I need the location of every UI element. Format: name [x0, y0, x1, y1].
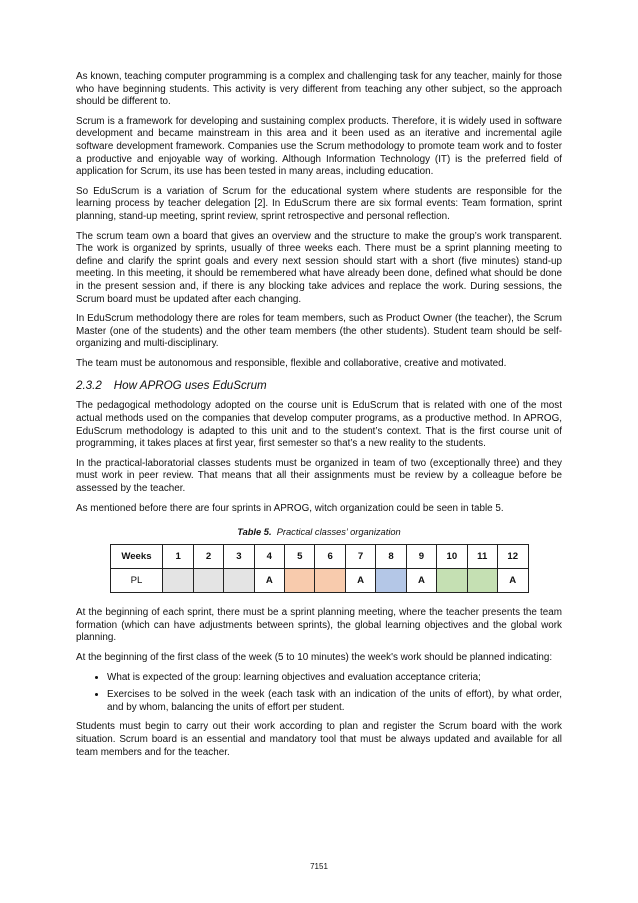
week-header: 3: [224, 545, 254, 569]
section-heading: [76, 379, 562, 393]
week-header: 4: [254, 545, 284, 569]
sprint4-cell: [467, 569, 497, 593]
assessment-cell: A: [254, 569, 284, 593]
week-header: 6: [315, 545, 345, 569]
paragraph: As mentioned before there are four sprints in APROG, witch organization could be seen in table 5.: [76, 502, 504, 514]
week-header: 7: [345, 545, 375, 569]
table-caption: [76, 527, 562, 537]
table-row: [110, 569, 528, 593]
sprint2-cell: [285, 569, 315, 593]
paragraph: In EduScrum methodology there are roles for team members, such as Product Owner (the teacher), the Scrum Master (one of the students) and the other team members (the other students). Student team should be self-organizing and multi-disciplinary.: [76, 313, 562, 350]
week-header: 9: [406, 545, 436, 569]
list-item: • What is expected of the group: learning objectives and evaluation acceptance criteria;: [107, 672, 562, 685]
assessment-cell: A: [497, 569, 528, 593]
paragraph: At the beginning of the first class of the week (5 to 10 minutes) the week's work should be planned indicating:: [76, 652, 553, 663]
weeks-header: Weeks: [110, 545, 163, 569]
sprint1-cell: [163, 569, 193, 593]
sprint3-cell: [376, 569, 406, 593]
sprint-table: [110, 544, 529, 593]
sprint2-cell: [315, 569, 345, 593]
table-caption-text: Practical classes’ organization: [276, 527, 401, 538]
section-title: How APROG uses EduScrum: [113, 379, 267, 393]
week-header: 8: [376, 545, 406, 569]
paragraph: The team must be autonomous and responsible, flexible and collaborative, creative and motivated.: [76, 357, 507, 369]
week-header: 5: [285, 545, 315, 569]
page-number: 7151: [310, 862, 328, 871]
table-header-row: [110, 545, 528, 569]
sprint1-cell: [193, 569, 223, 593]
list-item: • Exercises to be solved in the week (each task with an indication of the units of effort), by what order, and by whom, balancing the units of effort per student.: [107, 689, 562, 714]
assessment-cell: A: [345, 569, 375, 593]
paragraph: At the beginning of each sprint, there must be a sprint planning meeting, where the teacher presents the team formation (which can have adjustments between sprints), the global learning objectives and the global work planning.: [76, 607, 562, 644]
paragraph: The scrum team own a board that gives an overview and the structure to make the group’s work transparent. The work is organized by sprints, usually of three weeks each. There must be a sprint planning meeting to define and clarify the sprint goals and every next session should start with a short (five minutes) stand-up meeting. In this meeting, it should be remembered what have already been done, defined what should be done in the present session and, if there is any blocking take advices and replace the work. During sessions, the Scrum board must be updated after each changing.: [76, 230, 562, 305]
paragraph: The pedagogical methodology adopted on the course unit is EduScrum that is related with one of the most actual methods used on the companies that develop computer programs, as a productive method. In APROG, EduScrum methodology is adapted to this unit and to the student’s context. That is the first course unit of programming, it takes places at first year, first semester so that’s a new reality to the students.: [76, 400, 562, 450]
week-header: 2: [193, 545, 223, 569]
paragraph: As known, teaching computer programming is a complex and challenging task for any teacher, mainly for those who have beginning students. This activity is very different from teaching any other subject, so the approach should be different to.: [76, 71, 562, 108]
table-caption-label: Table 5.: [237, 527, 272, 538]
section-number: 2.3.2: [76, 379, 102, 393]
paragraph: In the practical-laboratorial classes students must be organized in team of two (exceptionally three) and they must work in peer review. That means that all their assignments must be review by a colleague before be assessed by the teacher.: [76, 457, 562, 495]
sprint4-cell: [437, 569, 467, 593]
assessment-cell: A: [406, 569, 436, 593]
week-header: 12: [497, 545, 528, 569]
bullet-list: [76, 672, 562, 715]
page-body: [76, 71, 562, 766]
paragraph: Scrum is a framework for developing and sustaining complex products. Therefore, it is widely used in software development and became mainstream in this area and it been used as an iterative and incremental agile software development framework. Companies use the Scrum methodology to promote team work and to foster a productive and enjoyable way of working. Although Information Technology (IT) is the preferred field of application for Scrum, its use has been tested in many areas, including education.: [76, 115, 562, 178]
week-header: 11: [467, 545, 497, 569]
paragraph: So EduScrum is a variation of Scrum for the educational system where students are responsible for the learning process by teacher delegation [2]. In EduScrum there are six formal events: Team formation, sprint planning, stand-up meeting, sprint review, sprint retrospective and personal reflection.: [76, 185, 562, 222]
week-header: 1: [163, 545, 193, 569]
row-label: PL: [110, 569, 163, 593]
sprint1-cell: [224, 569, 254, 593]
week-header: 10: [437, 545, 467, 569]
paragraph: Students must begin to carry out their work according to plan and register the Scrum board with the work situation. Scrum board is an essential and mandatory tool that must be always updated and available for all team members and for the teacher.: [76, 721, 562, 758]
